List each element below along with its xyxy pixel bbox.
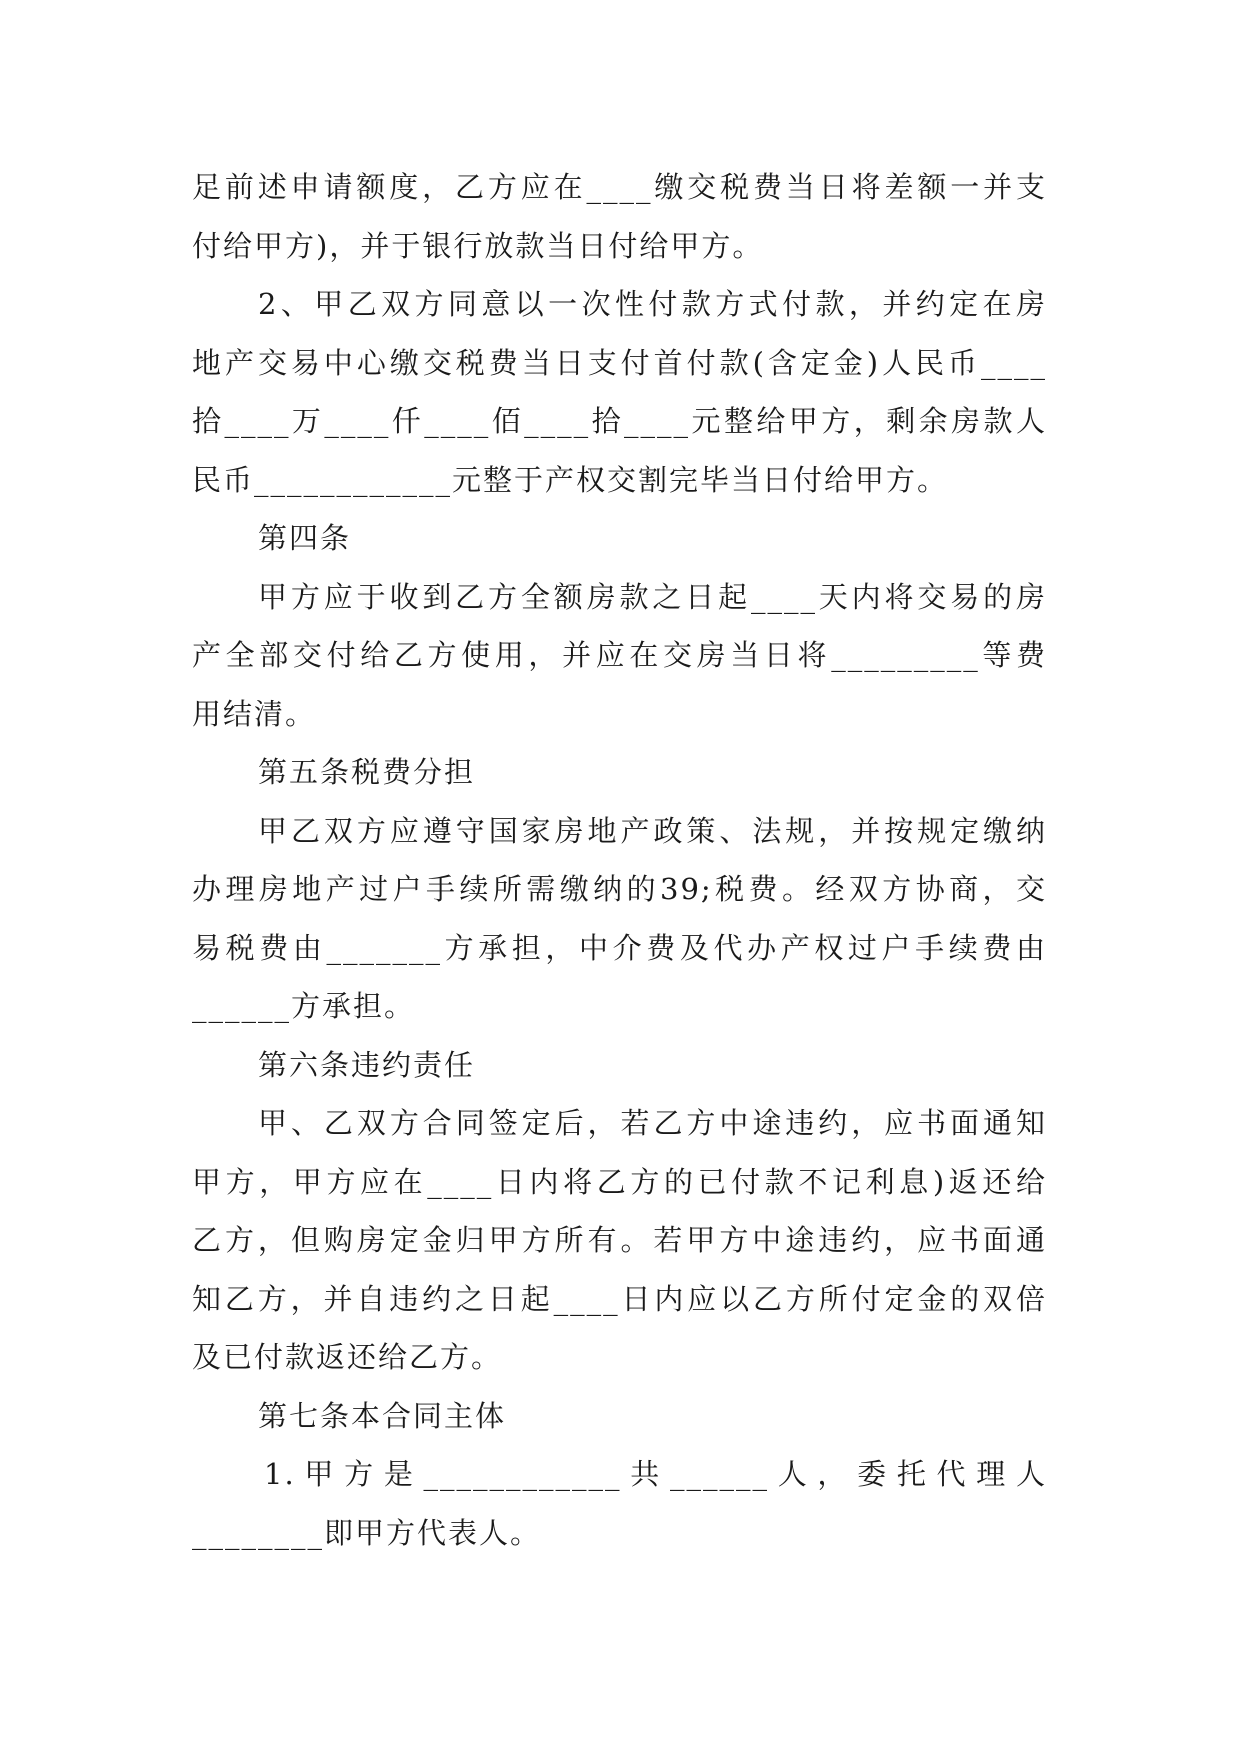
text-line: 1.甲方是____________共______人，委托代理人: [264, 1457, 1047, 1491]
text-line: 甲方应于收到乙方全额房款之日起____天内将交易的房: [258, 579, 1047, 614]
text-line: 地产交易中心缴交税费当日支付首付款(含定金)人民币____: [192, 345, 1047, 380]
text-line: 乙方，但购房定金归甲方所有。若甲方中途违约，应书面通: [192, 1223, 1047, 1257]
section-heading: 第七条本合同主体: [258, 1398, 507, 1433]
text-line: 易税费由_______方承担，中介费及代办产权过户手续费由: [192, 930, 1047, 965]
text-line: 办理房地产过户手续所需缴纳的39;税费。经双方协商，交: [192, 872, 1047, 906]
text-line: 产全部交付给乙方使用，并应在交房当日将_________等费: [192, 638, 1047, 672]
document-page: [192, 158, 1047, 1562]
text-line: 用结清。: [192, 696, 317, 731]
text-line: 知乙方，并自违约之日起____日内应以乙方所付定金的双倍: [192, 1281, 1047, 1316]
section-heading: 第六条违约责任: [258, 1047, 476, 1082]
text-line: 付给甲方)，并于银行放款当日付给甲方。: [192, 228, 764, 263]
section-heading: 第五条税费分担: [258, 755, 476, 789]
text-line: 甲方，甲方应在____日内将乙方的已付款不记利息)返还给: [192, 1164, 1047, 1199]
text-line: 足前述申请额度，乙方应在____缴交税费当日将差额一并支: [192, 170, 1047, 204]
text-line: 甲乙双方应遵守国家房地产政策、法规，并按规定缴纳: [258, 813, 1047, 848]
text-line: 拾____万____仟____佰____拾____元整给甲方，剩余房款人: [192, 404, 1047, 438]
text-line: 2、甲乙双方同意以一次性付款方式付款，并约定在房: [258, 287, 1047, 321]
text-line: 民币____________元整于产权交割完毕当日付给甲方。: [192, 462, 949, 497]
text-line: ______方承担。: [192, 989, 416, 1023]
text-line: ________即甲方代表人。: [192, 1515, 542, 1550]
text-line: 甲、乙双方合同签定后，若乙方中途违约，应书面通知: [258, 1106, 1047, 1140]
text-line: 及已付款返还给乙方。: [192, 1340, 503, 1374]
section-heading: 第四条: [258, 521, 352, 555]
